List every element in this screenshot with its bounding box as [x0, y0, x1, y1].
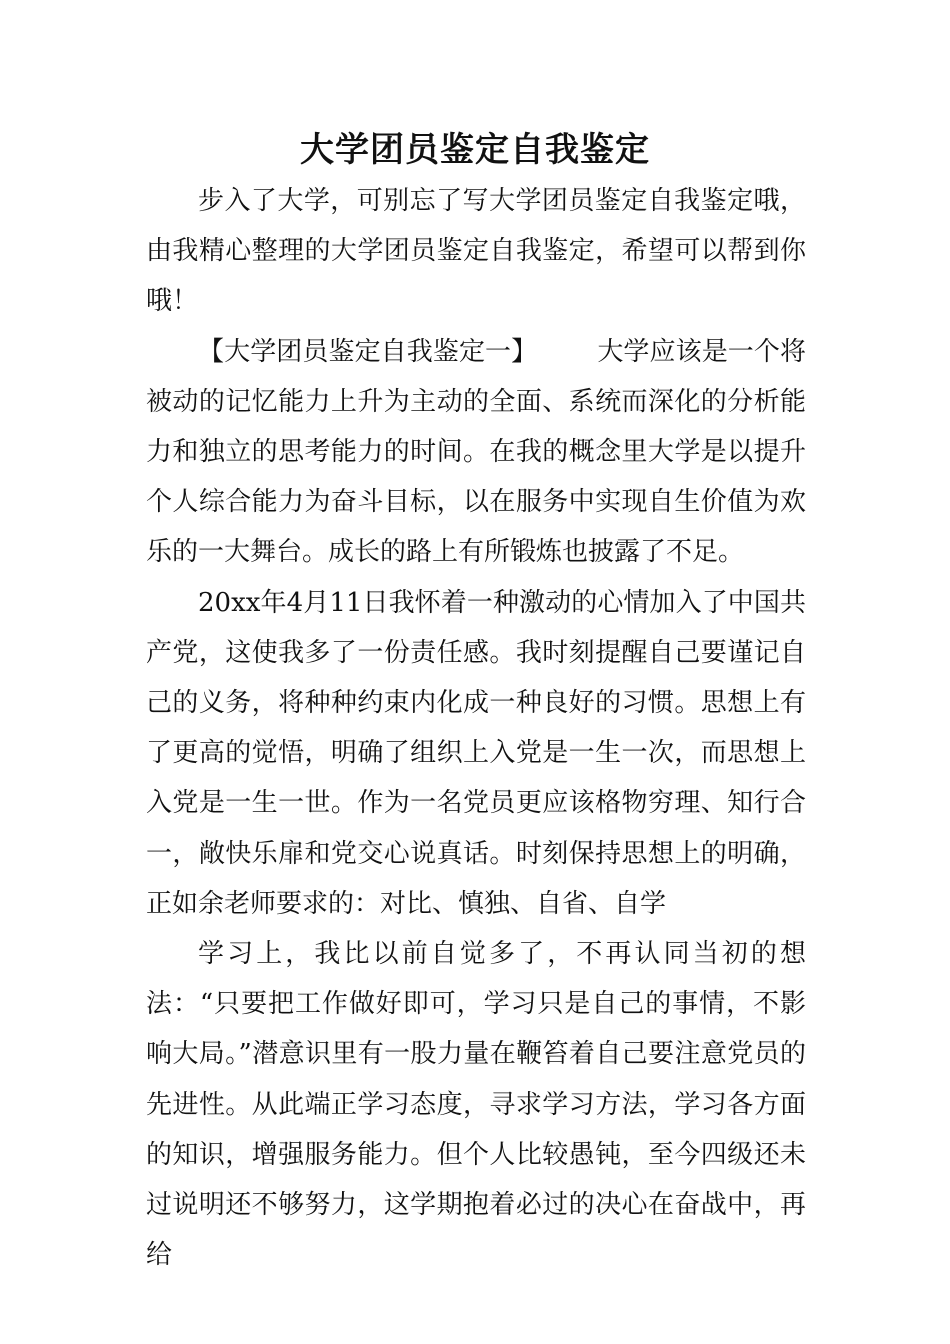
section1-heading: 【大学团员鉴定自我鉴定一】 [198, 336, 538, 367]
section1-paragraph [146, 327, 806, 578]
paragraph-study: 学习上，我比以前自觉多了，不再认同当初的想法：“只要把工作做好即可，学习只是自己的事情，不影响大局。”潜意识里有一股力量在鞭笞着自己要注意党员的先进性。从此端正学习态度，寻求学习方法，学习各方面的知识，增强服务能力。但个人比较愚钝，至今四级还未过说明还不够努力，这学期抱着必过的决心在奋战中，再给 [146, 939, 806, 1271]
paragraph-party-membership: 20xx年4月11日我怀着一种激动的心情加入了中国共产党，这使我多了一份责任感。我时刻提醒自己要谨记自己的义务，将种种约束内化成一种良好的习惯。思想上有了更高的觉悟，明确了组织上入党是一生一次，而思想上入党是一生一世。作为一名党员更应该格物穷理、知行合一，敞快乐扉和党交心说真话。时刻保持思想上的明确，正如余老师要求的：对比、慎独、自省、自学 [146, 587, 806, 919]
document-body [146, 176, 806, 1280]
document-title: 大学团员鉴定自我鉴定 [300, 130, 650, 170]
section1-text: 大学应该是一个将被动的记忆能力上升为主动的全面、系统而深化的分析能力和独立的思考能力的时间。在我的概念里大学是以提升个人综合能力为奋斗目标，以在服务中实现自生价值为欢乐的一大舞台。成长的路上有所锻炼也披露了不足。 [146, 336, 806, 568]
intro-paragraph: 步入了大学，可别忘了写大学团员鉴定自我鉴定哦，由我精心整理的大学团员鉴定自我鉴定，希望可以帮到你哦！ [146, 186, 806, 317]
